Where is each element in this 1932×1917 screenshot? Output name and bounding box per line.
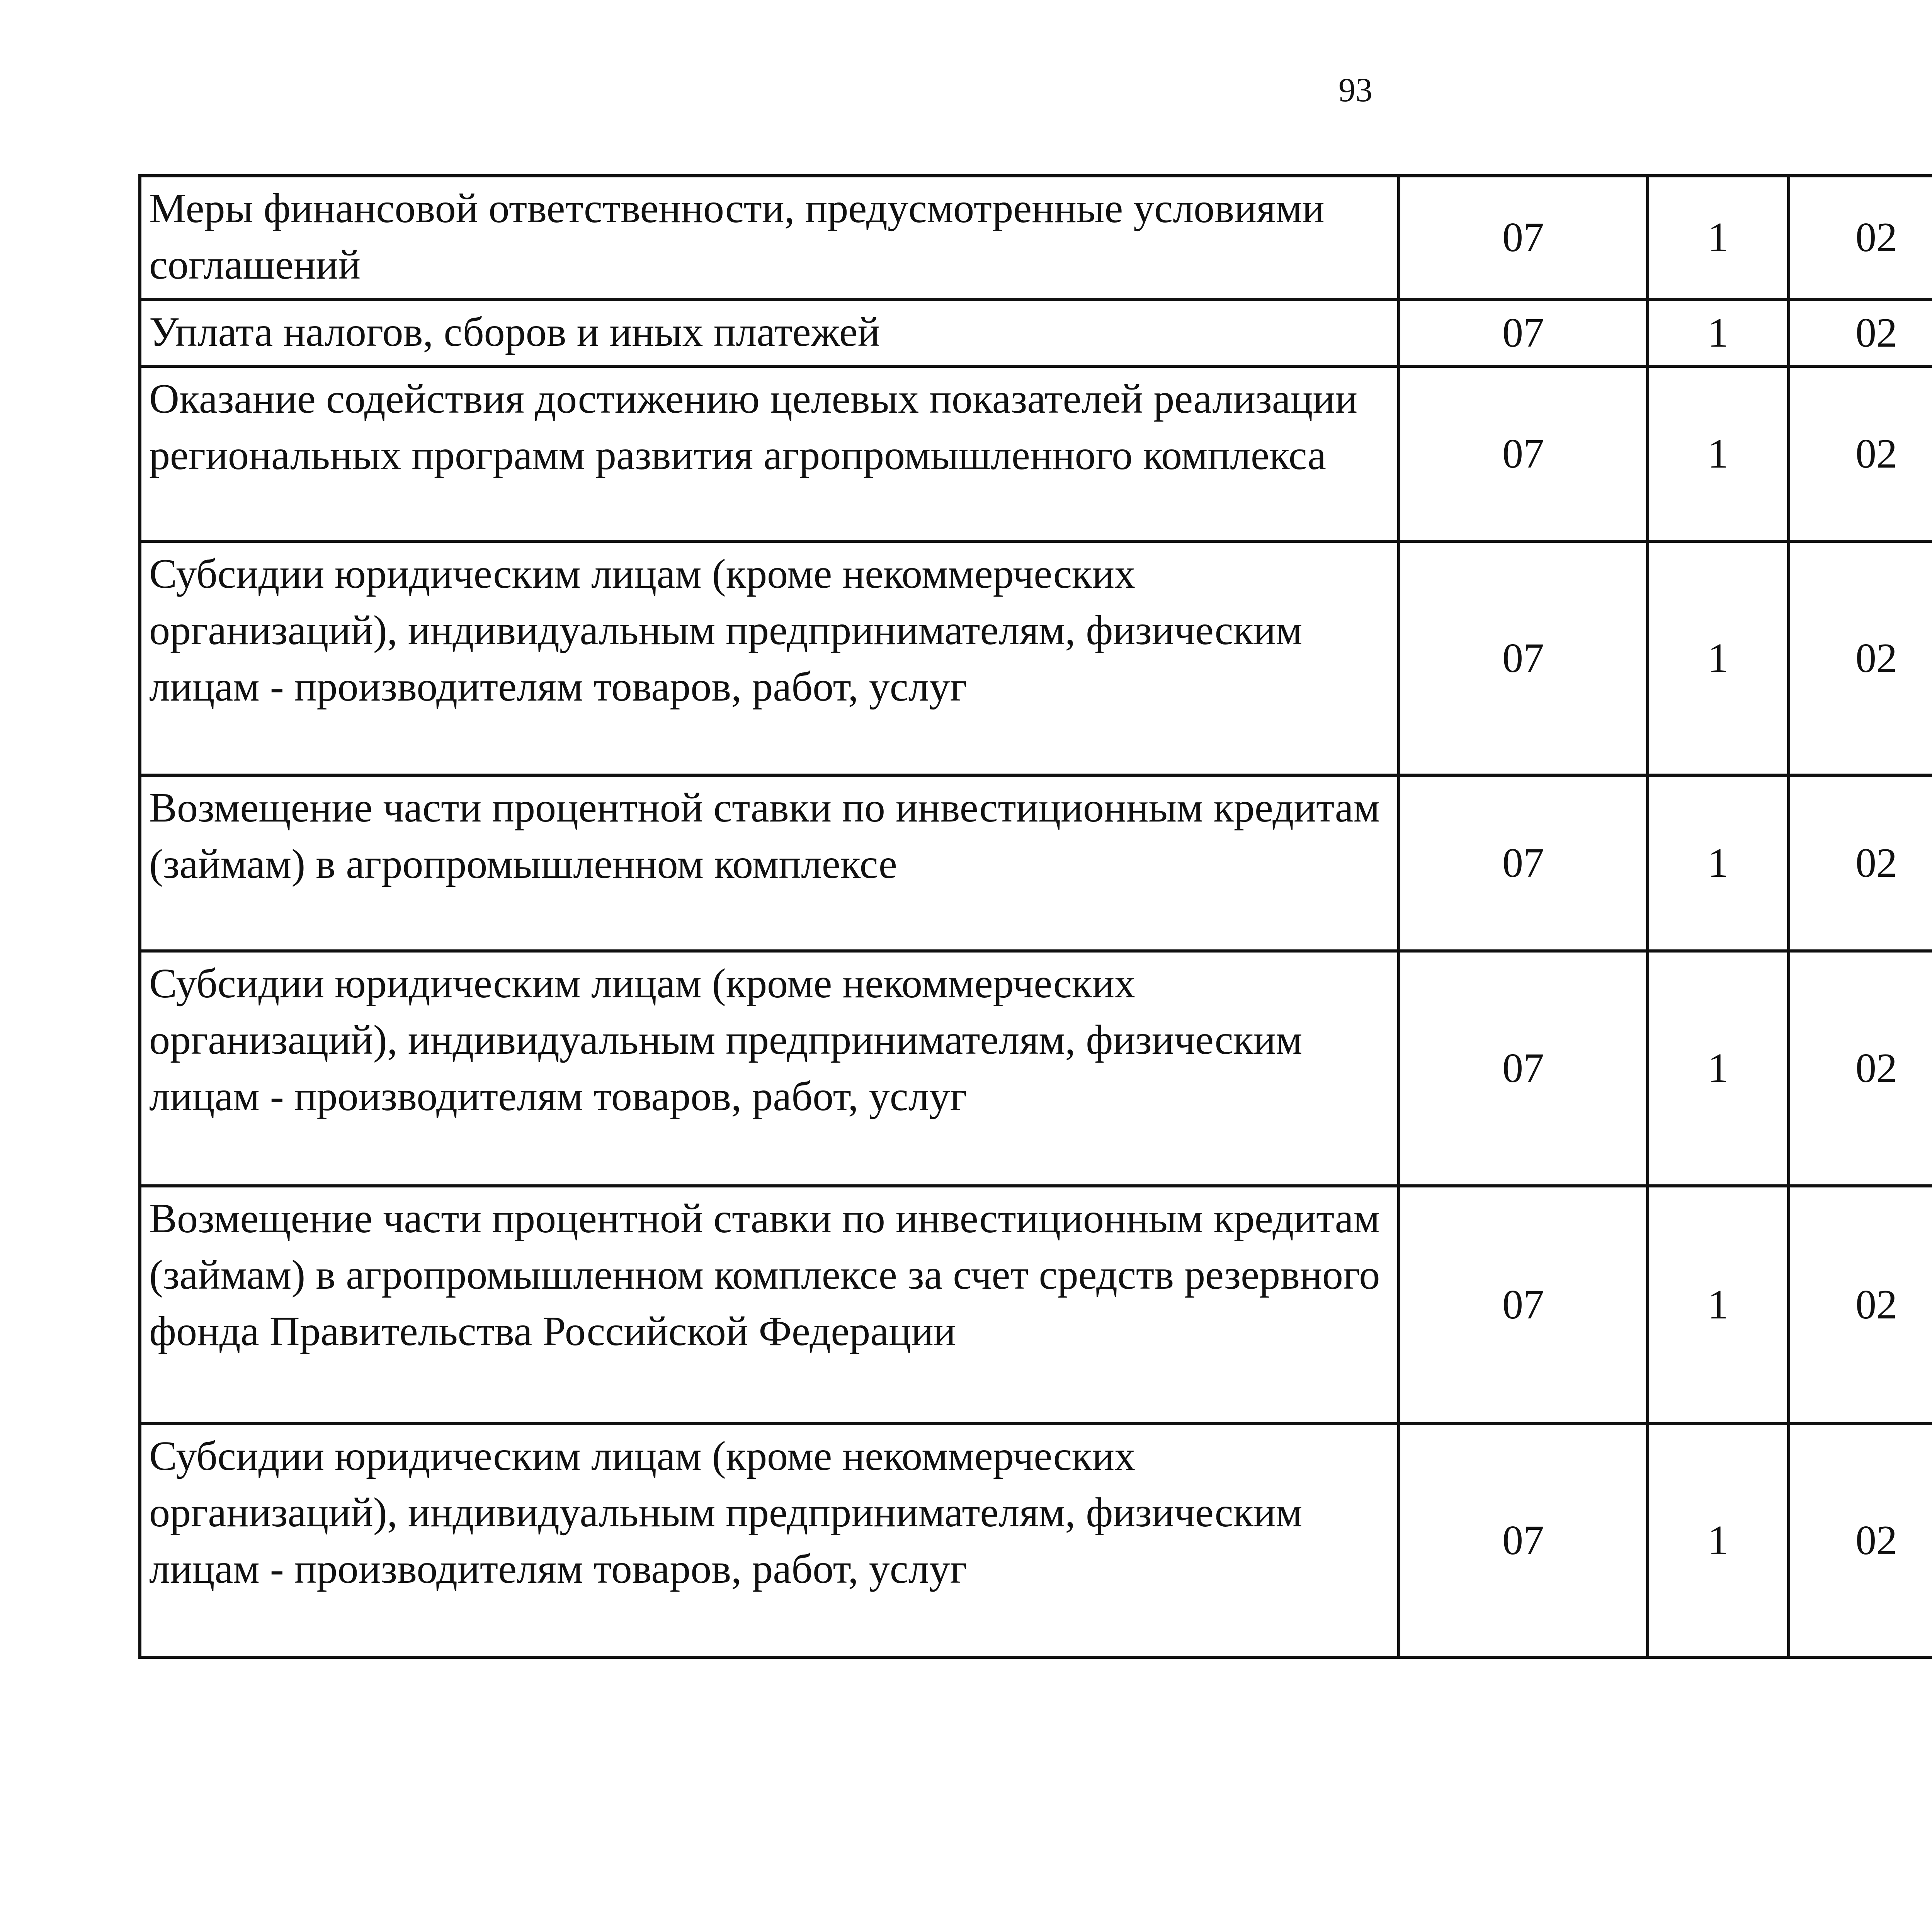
program-cell: 1 [1648, 366, 1789, 541]
section-cell: 07 [1399, 366, 1648, 541]
program-cell: 1 [1648, 541, 1789, 775]
program-cell: 1 [1648, 1424, 1789, 1657]
section-cell: 07 [1399, 176, 1648, 299]
subprogram-cell: 02 [1789, 775, 1932, 951]
table-row [140, 1186, 1932, 1424]
program-cell: 1 [1648, 775, 1789, 951]
program-cell: 1 [1648, 1186, 1789, 1424]
table-row [140, 775, 1932, 951]
subprogram-cell: 02 [1789, 1186, 1932, 1424]
budget-table [138, 174, 1932, 1659]
table-row [140, 176, 1932, 299]
section-cell: 07 [1399, 775, 1648, 951]
table-row [140, 299, 1932, 367]
table-row [140, 951, 1932, 1186]
description-cell: Субсидии юридическим лицам (кроме некоммерческих организаций), индивидуальным предпринимателям, физическим лицам - производителям товаров, работ, услуг [140, 1424, 1399, 1657]
program-cell: 1 [1648, 951, 1789, 1186]
description-cell: Возмещение части процентной ставки по инвестиционным кредитам (займам) в агропромышленном комплексе [140, 775, 1399, 951]
section-cell: 07 [1399, 541, 1648, 775]
section-cell: 07 [1399, 299, 1648, 367]
table-row [140, 1424, 1932, 1657]
subprogram-cell: 02 [1789, 366, 1932, 541]
description-cell: Уплата налогов, сборов и иных платежей [140, 299, 1399, 367]
subprogram-cell: 02 [1789, 176, 1932, 299]
description-cell: Возмещение части процентной ставки по инвестиционным кредитам (займам) в агропромышленном комплексе за счет средств резервного фонда Правительства Российской Федерации [140, 1186, 1399, 1424]
subprogram-cell: 02 [1789, 951, 1932, 1186]
table-row [140, 366, 1932, 541]
program-cell: 1 [1648, 299, 1789, 367]
subprogram-cell: 02 [1789, 541, 1932, 775]
description-cell: Оказание содействия достижению целевых показателей реализации региональных программ развития агропромышленного комплекса [140, 366, 1399, 541]
description-cell: Субсидии юридическим лицам (кроме некоммерческих организаций), индивидуальным предпринимателям, физическим лицам - производителям товаров, работ, услуг [140, 951, 1399, 1186]
section-cell: 07 [1399, 951, 1648, 1186]
table-row [140, 541, 1932, 775]
subprogram-cell: 02 [1789, 1424, 1932, 1657]
description-cell: Меры финансовой ответственности, предусмотренные условиями соглашений [140, 176, 1399, 299]
section-cell: 07 [1399, 1424, 1648, 1657]
program-cell: 1 [1648, 176, 1789, 299]
page-number: 93 [1338, 71, 1372, 109]
subprogram-cell: 02 [1789, 299, 1932, 367]
description-cell: Субсидии юридическим лицам (кроме некоммерческих организаций), индивидуальным предпринимателям, физическим лицам - производителям товаров, работ, услуг [140, 541, 1399, 775]
section-cell: 07 [1399, 1186, 1648, 1424]
